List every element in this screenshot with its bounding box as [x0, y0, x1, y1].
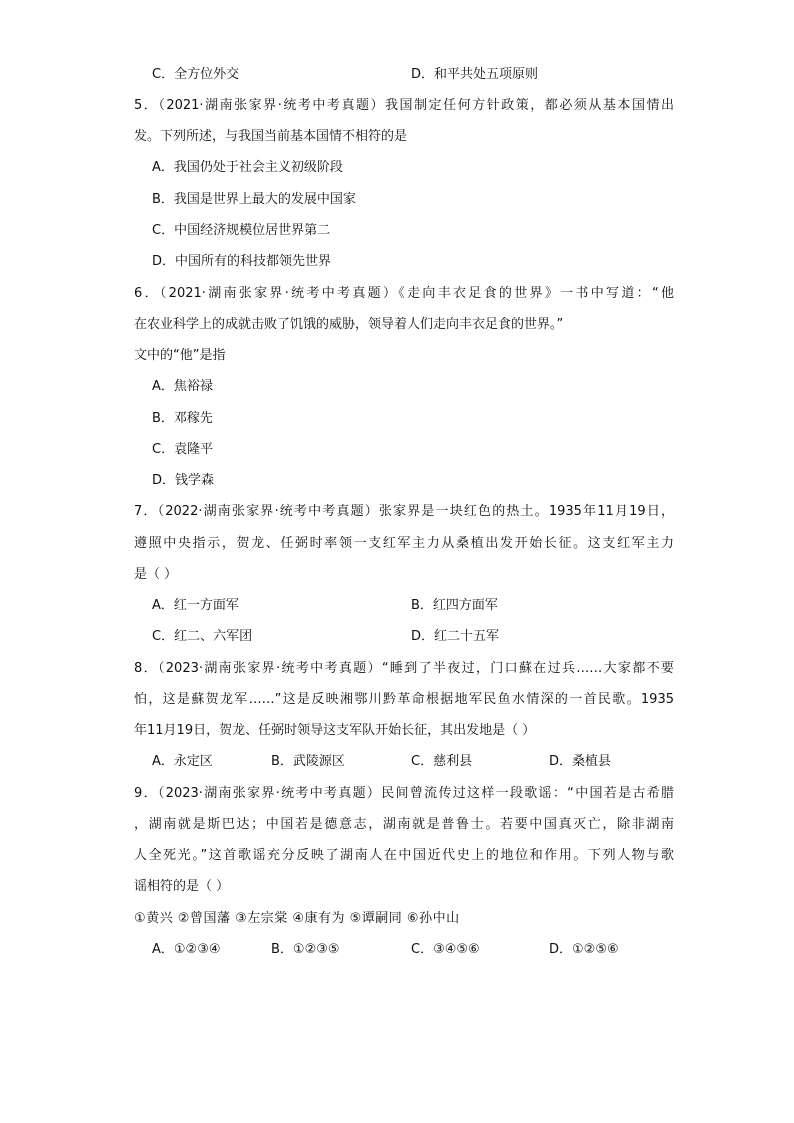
q7-stem-line-3: 是（ ）: [134, 567, 178, 582]
q6-stem-line-3: 文中的“他”是指: [134, 348, 226, 363]
q8-option-c: C．慈利县: [411, 754, 473, 769]
q8-option-b: B．武陵源区: [271, 754, 345, 769]
q7-option-a: A．红一方面军: [152, 598, 239, 613]
q6-option-c: C．袁隆平: [152, 442, 214, 457]
q8-option-a: A．永定区: [152, 754, 213, 769]
q5-option-a: A．我国仍处于社会主义初级阶段: [152, 160, 343, 175]
q8-option-d: D．桑植县: [549, 754, 612, 769]
q6-stem-line-1: 6．（2021·湖南张家界·统考中考真题）《走向丰衣足食的世界》一书中写道：“他: [134, 286, 674, 301]
q9-stem-line-3: 人全死光。”这首歌谣充分反映了湖南人在中国近代史上的地位和作用。下列人物与歌: [134, 848, 674, 863]
q9-stem-line-2: ，湖南就是斯巴达；中国若是德意志，湖南就是普鲁士。若要中国真灭亡，除非湖南: [134, 817, 674, 832]
q5-option-c: C．中国经济规模位居世界第二: [152, 223, 331, 238]
q9-choice-list: ①黄兴 ②曾国藩 ③左宗棠 ④康有为 ⑤谭嗣同 ⑥孙中山: [134, 911, 460, 926]
q9-option-d: D．①②⑤⑥: [549, 942, 619, 957]
q5-option-b: B．我国是世界上最大的发展中国家: [152, 192, 356, 207]
q9-stem-line-1: 9．（2023·湖南张家界·统考中考真题）民间曾流传过这样一段歌谣：“中国若是古希腊: [134, 786, 674, 801]
q7-option-c: C．红二、六军团: [152, 629, 253, 644]
q5-option-d: D．中国所有的科技都领先世界: [152, 254, 332, 269]
q6-stem-line-2: 在农业科学上的成就击败了饥饿的威胁，领导着人们走向丰衣足食的世界。”: [134, 317, 564, 332]
q6-option-b: B．邓稼先: [152, 411, 213, 426]
q4-option-d: D．和平共处五项原则: [411, 67, 539, 82]
q9-stem-line-4: 谣相符的是（ ）: [134, 879, 230, 894]
q8-stem-line-1: 8．（2023·湖南张家界·统考中考真题）“睡到了半夜过，门口蘇在过兵……大家都不要: [134, 661, 674, 676]
q9-option-c: C．③④⑤⑥: [411, 942, 480, 957]
q6-option-a: A．焦裕禄: [152, 379, 213, 394]
q7-option-b: B．红四方面军: [411, 598, 498, 613]
q7-stem-line-1: 7．（2022·湖南张家界·统考中考真题）张家界是一块红色的热土。1935年11月19日，: [134, 504, 674, 519]
q5-stem-line-1: 5．（2021·湖南张家界·统考中考真题）我国制定任何方针政策，都必须从基本国情出: [134, 98, 674, 113]
q4-option-c: C．全方位外交: [152, 67, 240, 82]
q5-stem-line-2: 发。下列所述，与我国当前基本国情不相符的是: [134, 129, 408, 144]
q6-option-d: D．钱学森: [152, 473, 215, 488]
q7-stem-line-2: 遵照中央指示，贺龙、任弼时率领一支红军主力从桑植出发开始长征。这支红军主力: [134, 536, 674, 551]
q7-option-d: D．红二十五军: [411, 629, 500, 644]
q9-option-a: A．①②③④: [152, 942, 221, 957]
q9-option-b: B．①②③⑤: [271, 942, 340, 957]
q8-stem-line-2: 怕，这是蘇贺龙军……”这是反映湘鄂川黔革命根据地军民鱼水情深的一首民歌。1935: [134, 692, 674, 707]
q8-stem-line-3: 年11月19日，贺龙、任弼时领导这支军队开始长征，其出发地是（ ）: [134, 723, 536, 738]
